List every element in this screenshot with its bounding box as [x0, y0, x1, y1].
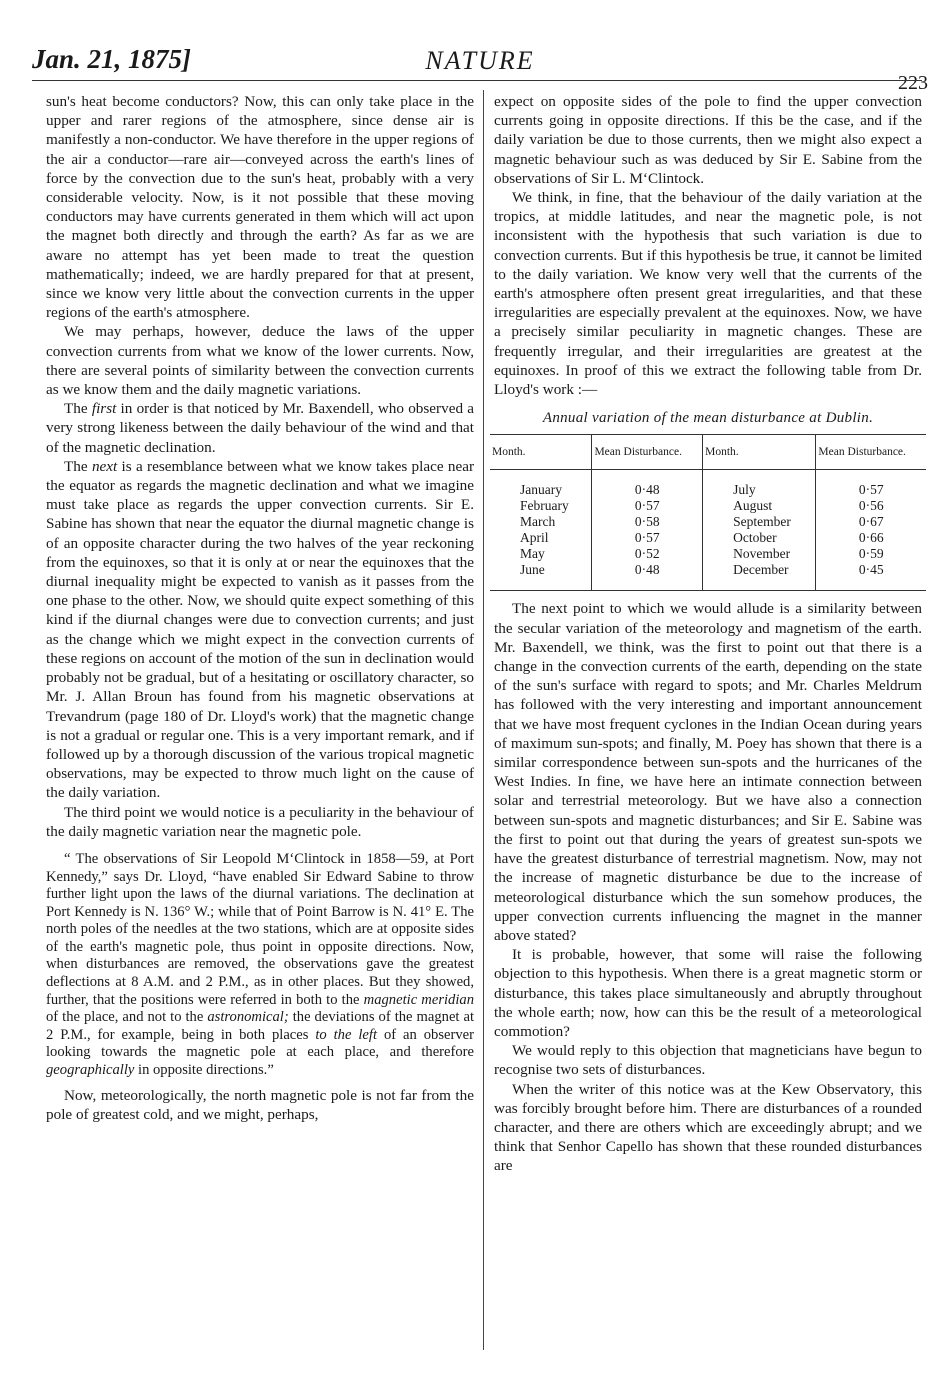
paragraph [46, 399, 474, 457]
quotation [46, 851, 474, 1080]
paragraph: sun's heat become conductors? Now, this can only take place in the upper and rarer regions of the atmosphere, since dense air is manifestly a non-conductor. We have therefore in the upper regions of the air a conductor—rare air—conveyed across the earth's lines of force by the convection due to the sun's heat, probably with a very considerable velocity. Now, is it not possible that these moving conductors may have currents generated in them which will act upon the magnet both directly and through the earth? As far as we are aware no attempt has yet been made to treat the question mathematically; indeed, we are hardly prepared for that at present, since we know very little about the convection currents in the upper regions of the earth's atmosphere. [46, 93, 474, 322]
value-cell: 0·66 [858, 530, 884, 546]
table-caption: Annual variation of the mean disturbance at Dublin. [542, 410, 874, 427]
value-cell: 0·57 [634, 498, 660, 514]
value-cell: 0·52 [634, 546, 660, 562]
emphasis: geographically [46, 1062, 135, 1079]
text-run: in order is that noticed by Mr. Baxendell, who observed a very strong likeness between the daily behaviour of the wind and that of the magnetic declination. [46, 400, 474, 456]
table-row [490, 470, 926, 591]
value-cell: 0·48 [634, 562, 660, 578]
value-cell: 0·48 [634, 482, 660, 498]
value-cell: 0·59 [858, 546, 884, 562]
month-cell: March [520, 514, 556, 530]
column-header: Mean Disturbance. [816, 435, 926, 470]
paragraph: It is probable, however, that some will raise the following objection to this hypothesis. When there is a great magnetic storm or disturbance, this takes place simultaneously and abruptly throughout the whole earth; now, how can this be the result of a meteorological commotion? [494, 946, 922, 1040]
text-run: The [64, 400, 88, 418]
month-cell: July [733, 482, 756, 498]
emphasis: astronomical; [207, 1009, 289, 1026]
month-cell: August [733, 498, 773, 514]
month-cell: April [520, 530, 549, 546]
months-first-half [490, 470, 592, 591]
text-run: is a resemblance between what we know takes place near the equator as regards the magnetic declination and what we imagine must take place as regards the upper convection currents. Sir E. Sabine has shown that near the equator the diurnal magnetic change is of an opposite character during the two halves of the year reckoning from the equinoxes, so that it is only at or near the equinoxes that the diurnal inequality might be expected to vanish as it passes from the one phase to the other. Now, we should quite expect something of this kind if the diurnal changes were due to convection currents; and just as the change which we might expect in the convection currents of these regions on account of the motion of the sun in declination would probably not be gradual, but of a hesitating or oscillatory character, so Mr. J. Allan Broun has found from his magnetic observations at Trevandrum (page 180 of Dr. Lloyd's work) that the magnetic change is not a gradual or regular one. This is a very important remark, and if followed up by a thorough discussion of the various tropical magnetic observations, may be expected to throw much light on the cause of the daily variation. [46, 457, 475, 802]
column-header: Mean Disturbance. [592, 435, 703, 470]
month-cell: October [733, 530, 777, 546]
month-cell: September [733, 514, 791, 530]
text-run: in opposite directions.” [138, 1062, 274, 1079]
paragraph: We would reply to this objection that magneticians have begun to recognise two sets of disturbances. [494, 1042, 922, 1079]
month-cell: November [733, 546, 791, 562]
paragraph: Now, meteorologically, the north magnetic pole is not far from the pole of greatest cold, and we might, perhaps, [46, 1086, 474, 1123]
right-column [494, 92, 922, 1176]
issue-date: Jan. 21, 1875] [32, 44, 192, 74]
emphasis: magnetic meridian [363, 991, 475, 1008]
value-cell: 0·56 [858, 498, 884, 514]
paragraph: We think, in fine, that the behaviour of the daily variation at the tropics, at middle latitudes, and near the magnetic pole, is not inconsistent with the hypothesis that such variation is due to convection currents. But if this hypothesis be true, it cannot be limited to the daily variation. We know very well that the currents of the earth's atmosphere often present great irregularities, and that these irregularities are especially prevalent at the equinoxes. Now, we have a precisely similar peculiarity in magnetic changes. These are frequently irregular, and their irregularities are greatest at the equinoxes. In proof of this we extract the following table from Dr. Lloyd's work :— [494, 189, 922, 399]
table-header-row [490, 435, 926, 470]
column-header: Month. [703, 435, 816, 470]
emphasis: next [91, 457, 118, 475]
left-column [46, 92, 474, 1124]
month-cell: February [520, 498, 569, 514]
paragraph: We may perhaps, however, deduce the laws of the upper convection currents from what we know of the lower currents. Now, there are several points of similarity between the convection currents as we know them and the daily magnetic variations. [46, 323, 474, 399]
month-cell: December [733, 562, 789, 578]
month-cell: January [520, 482, 562, 498]
text-run: of an observer looking towards the magnetic pole at each place, and therefore [46, 1026, 474, 1061]
text-run: of the place, and not to the [46, 1009, 204, 1026]
page-number: 223 [898, 72, 928, 94]
journal-title: NATURE [425, 46, 535, 75]
values-first-half [592, 470, 703, 591]
months-second-half [703, 470, 816, 591]
paragraph [46, 457, 474, 803]
emphasis: to the left [315, 1026, 378, 1043]
paragraph: When the writer of this notice was at the Kew Observatory, this was forcibly brought before him. There are disturbances of a rounded character, and there are others which are exceedingly abrupt; and we think that Senhor Capello has shown that these rounded disturbances are [494, 1080, 922, 1175]
text-run: the deviations of the magnet at 2 P.M., for example, being in both places [46, 1009, 475, 1043]
value-cell: 0·57 [858, 482, 884, 498]
column-divider [483, 90, 484, 1350]
text-run: The [64, 457, 88, 475]
column-header: Month. [490, 435, 592, 470]
emphasis: first [91, 400, 117, 418]
values-second-half [816, 470, 926, 591]
text-run: “ The observations of Sir Leopold M‘Clintock in 1858—59, at Port Kennedy,” says Dr. Lloyd, “have enabled Sir Edward Sabine to throw further light upon the laws of the diurnal variations. The declination at Port Kennedy is N. 136° W.; while that of Point Barrow is N. 41° E. The north poles of the needles at the two stations, which are at opposite sides of the earth's magnetic pole, thus point in opposite directions. Now, when disturbances are removed, the observations gave the greatest deflections at 8 A.M. and 2 P.M., as in other places. But they showed, further, that the positions were referred in both to the [46, 850, 474, 1008]
value-cell: 0·58 [634, 514, 660, 530]
disturbance-table [490, 434, 926, 591]
paragraph: expect on opposite sides of the pole to find the upper convection currents going in opposite directions. If this be the case, and if the daily variation be due to those currents, then we might also expect a magnetic behaviour such as was deduced by Sir E. Sabine from the observations of Sir L. M‘Clintock. [494, 93, 922, 187]
paragraph: The third point we would notice is a peculiarity in the behaviour of the daily magnetic variation near the magnetic pole. [46, 803, 474, 840]
header-rule [32, 80, 922, 81]
value-cell: 0·67 [858, 514, 884, 530]
paragraph: The next point to which we would allude is a similarity between the secular variation of the meteorology and magnetism of the earth. Mr. Baxendell, we think, was the first to point out that there is a change in the convection currents of the earth, depending on the state of the sun's surface with regard to spots; and Mr. Charles Meldrum has followed with the very interesting and important announcement that we have most frequent cyclones in the Indian Ocean during years of maximum sun-spots; and finally, M. Poey has shown that there is a similar correspondence between sun-spots and the hurricanes of the West Indies. In fine, we have here an intimate connection between solar and terrestrial meteorology. But we have also a connection between sun-spots and magnetic disturbances; and Sir E. Sabine was the first to point out that during the years of greatest sun-spots we have the greatest disturbance of terrestrial magnetism. Now, may not the increase of magnetic disturbance be due to the increase of meteorological disturbance which the sun somehow produces, the upper convection currents influencing the magnet in the manner above stated? [494, 600, 922, 944]
value-cell: 0·45 [858, 562, 884, 578]
month-cell: May [520, 546, 545, 562]
month-cell: June [520, 562, 545, 578]
value-cell: 0·57 [634, 530, 660, 546]
page-header [32, 44, 928, 94]
